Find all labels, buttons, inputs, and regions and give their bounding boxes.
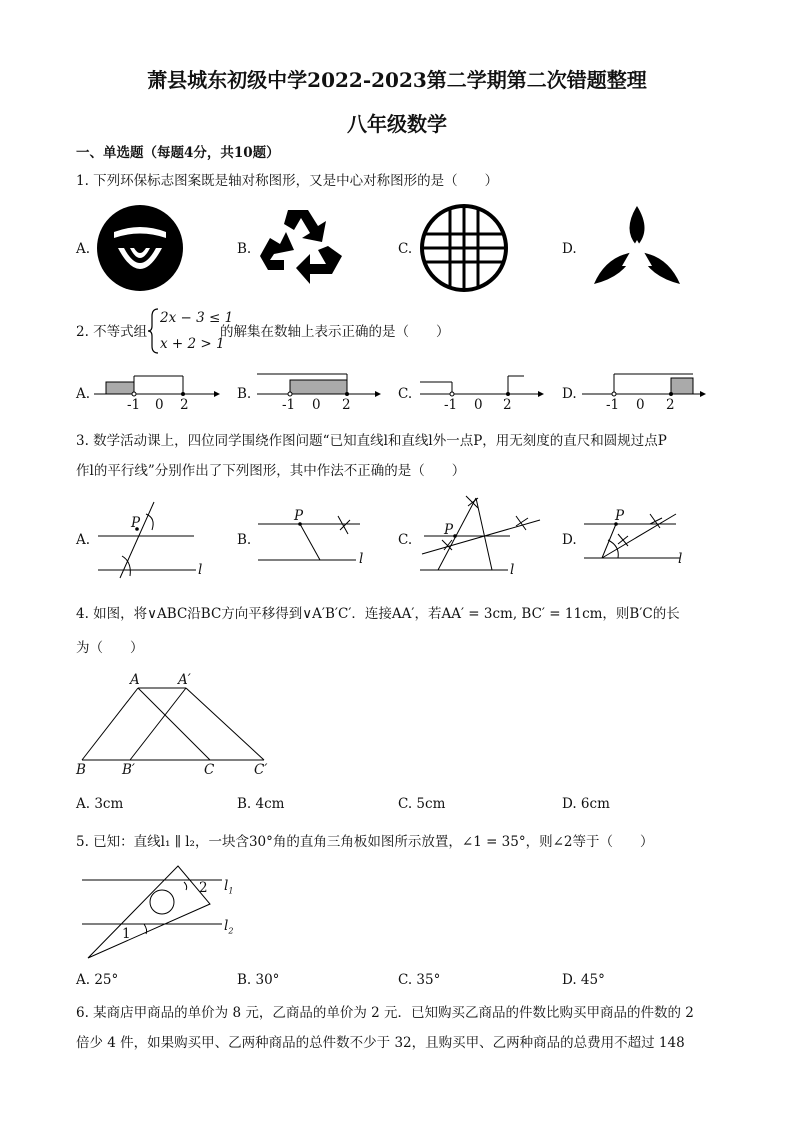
q4-label-a: A (130, 672, 140, 688)
q2-b-tick-0: 0 (312, 397, 321, 413)
q3-construction-b (256, 506, 372, 566)
q1-option-d-label: D. (562, 241, 577, 257)
q2-c-tick-0: 0 (474, 397, 483, 413)
page-subtitle: 八年级数学 (347, 112, 447, 136)
q3-option-c-label: C. (398, 532, 413, 548)
q2-c-tick-2: 2 (503, 397, 512, 413)
q4-label-b-prime: B′ (122, 762, 135, 778)
q4-label-c: C (204, 762, 215, 778)
q2-inequality-2: x + 2 > 1 (160, 336, 225, 352)
question-6-line-2: 倍少 4 件，如果购买甲、乙两种商品的总件数不少于 32，且购买甲、乙两种商品的总费用不超过 148 (76, 1035, 685, 1051)
section-heading: 一、单选题（每题4分，共10题） (76, 145, 280, 161)
q3-a-label-p: P (131, 515, 141, 531)
question-5-stem: 5. 已知：直线l₁ ∥ l₂，一块含30°角的直角三角板如图所示放置，∠1 = 35°，则∠2等于（ ） (76, 834, 654, 850)
q4-option-c: C. 5cm (398, 796, 446, 812)
q2-brace-icon (148, 308, 160, 354)
q3-b-label-l: l (359, 551, 364, 567)
q1-globe-icon (420, 204, 508, 292)
q4-option-d: D. 6cm (562, 796, 610, 812)
q5-line-l2-sub: 2 (228, 926, 234, 936)
q5-line-l1-sub: 1 (228, 886, 234, 896)
q3-c-label-p: P (444, 522, 454, 538)
q2-b-tick-neg1: -1 (282, 397, 296, 413)
q2-option-b-label: B. (237, 386, 252, 402)
q5-line-l2-label (224, 918, 233, 936)
q1-leaves-icon (592, 204, 682, 288)
q4-option-a: A. 3cm (76, 796, 124, 812)
q2-a-tick-2: 2 (180, 397, 189, 413)
q5-line-l1-letter: l (224, 878, 229, 894)
q5-line-l2-letter: l (224, 918, 229, 934)
q5-line-l1-label (224, 878, 233, 896)
q5-option-a: A. 25° (76, 972, 119, 988)
q3-option-a-label: A. (76, 532, 91, 548)
q5-option-b: B. 30° (237, 972, 280, 988)
q2-option-a-label: A. (76, 386, 91, 402)
q1-logo-a-icon (96, 204, 184, 292)
q5-option-d: D. 45° (562, 972, 605, 988)
q2-a-tick-0: 0 (155, 397, 164, 413)
q2-d-tick-0: 0 (636, 397, 645, 413)
q1-option-a-label: A. (76, 241, 91, 257)
q2-b-tick-2: 2 (342, 397, 351, 413)
q3-b-label-p: P (294, 508, 304, 524)
q2-c-tick-neg1: -1 (444, 397, 458, 413)
q2-inequality-1: 2x − 3 ≤ 1 (160, 310, 234, 326)
q2-a-tick-neg1: -1 (127, 397, 141, 413)
question-6-line-1: 6. 某商店甲商品的单价为 8 元，乙商品的单价为 2 元．已知购买乙商品的件数比购买甲商品的件数的 2 (76, 1005, 694, 1021)
q3-construction-d (580, 506, 686, 566)
q5-angle-2-label: 2 (199, 880, 208, 896)
q5-option-c: C. 35° (398, 972, 441, 988)
q3-d-label-l: l (678, 551, 683, 567)
question-2-suffix: 的解集在数轴上表示正确的是（ ） (220, 324, 450, 340)
q3-option-b-label: B. (237, 532, 252, 548)
question-3-line-1: 3. 数学活动课上，四位同学围绕作图问题“已知直线l和直线l外一点P，用无刻度的直尺和圆规过点P (76, 433, 667, 449)
q3-construction-c (418, 494, 542, 574)
q3-a-label-l: l (198, 562, 203, 578)
question-1-stem: 1. 下列环保标志图案既是轴对称图形，又是中心对称图形的是（ ） (76, 173, 499, 189)
q3-option-d-label: D. (562, 532, 577, 548)
q4-label-b: B (76, 762, 86, 778)
question-2-prefix: 2. 不等式组 (76, 324, 148, 340)
q2-option-c-label: C. (398, 386, 413, 402)
q4-translation-figure (78, 684, 268, 764)
q4-label-a-prime: A′ (178, 672, 191, 688)
page-title: 萧县城东初级中学2022-2023第二学期第二次错题整理 (147, 68, 647, 92)
q3-d-label-p: P (615, 508, 625, 524)
q4-label-c-prime: C′ (254, 762, 268, 778)
q1-option-b-label: B. (237, 241, 252, 257)
q2-d-tick-2: 2 (666, 397, 675, 413)
question-4-line-2: 为（ ） (76, 640, 144, 656)
q1-option-c-label: C. (398, 241, 413, 257)
q3-construction-a (94, 496, 210, 580)
q4-option-b: B. 4cm (237, 796, 285, 812)
q2-number-line-c (420, 368, 546, 402)
q2-number-line-d (582, 368, 708, 402)
q2-d-tick-neg1: -1 (606, 397, 620, 413)
q5-triangle-figure (80, 860, 230, 960)
question-3-line-2: 作l的平行线”分别作出了下列图形，其中作法不正确的是（ ） (76, 463, 466, 479)
q5-angle-1-label: 1 (122, 926, 131, 942)
q3-c-label-l: l (510, 562, 515, 578)
q2-option-d-label: D. (562, 386, 577, 402)
q1-recycle-icon (256, 204, 346, 290)
question-4-line-1: 4. 如图，将∨ABC沿BC方向平移得到∨A′B′C′．连接AA′，若AA′ = 3cm, BC′ = 11cm，则B′C的长 (76, 606, 680, 622)
